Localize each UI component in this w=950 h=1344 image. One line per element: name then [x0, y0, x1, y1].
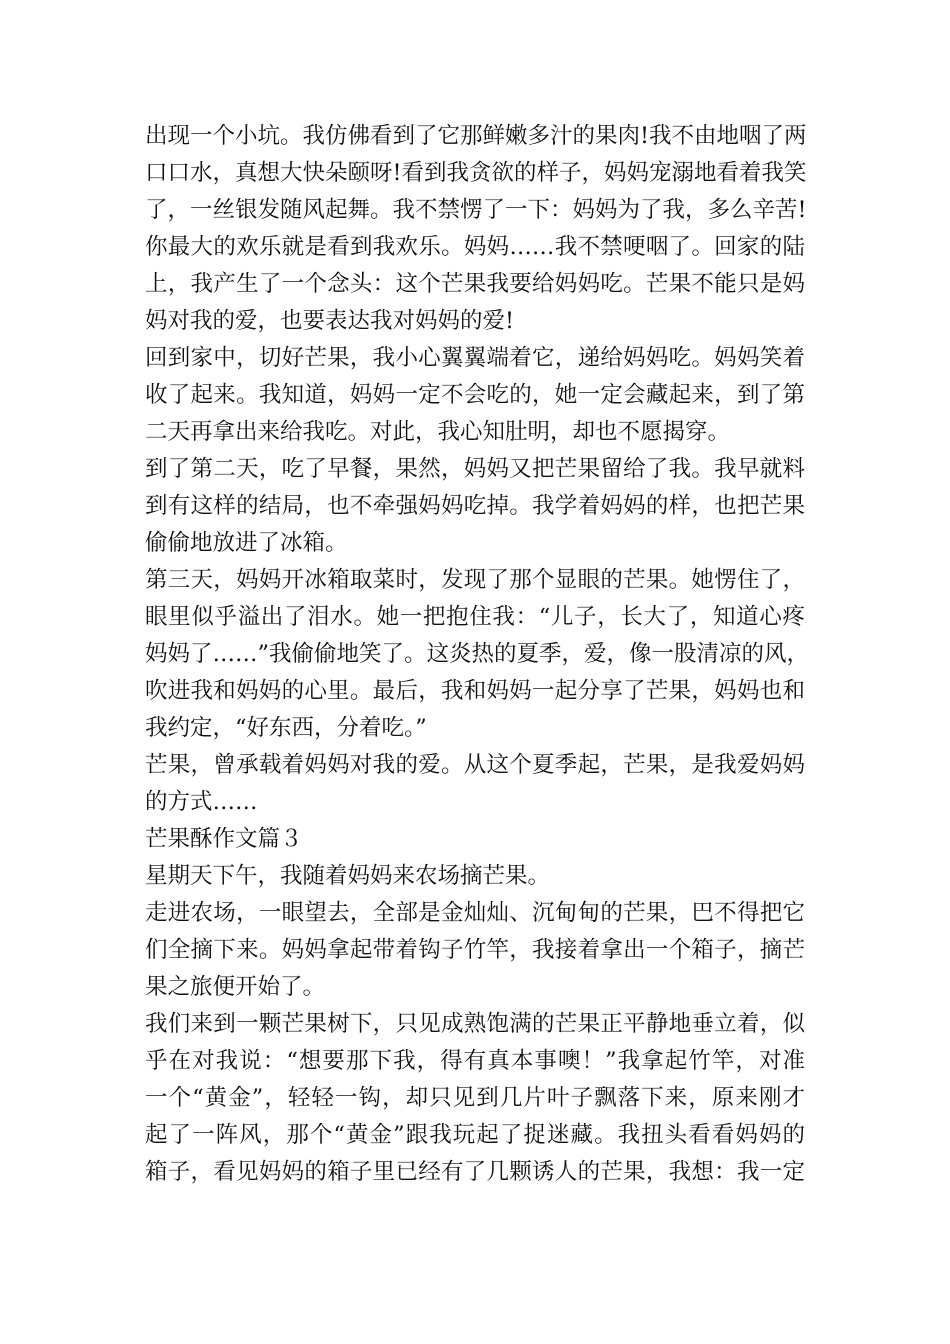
text-line: 芒果，曾承载着妈妈对我的爱。从这个夏季起，芒果，是我爱妈妈: [145, 752, 805, 778]
text-line: 眼里似乎溢出了泪水。她一把抱住我：“儿子，长大了，知道心疼: [145, 604, 805, 630]
text-line: 你最大的欢乐就是看到我欢乐。妈妈……我不禁哽咽了。回家的陆: [145, 234, 805, 260]
text-line: 一个“黄金”，轻轻一钩，却只见到几片叶子飘落下来，原来刚才: [145, 1085, 805, 1111]
body-text: [145, 118, 815, 1191]
text-line: 我约定，“好东西，分着吃。”: [145, 715, 427, 741]
text-line: 起了一阵风，那个“黄金”跟我玩起了捉迷藏。我扭头看看妈妈的: [145, 1122, 805, 1148]
text-line: 吹进我和妈妈的心里。最后，我和妈妈一起分享了芒果，妈妈也和: [145, 678, 805, 704]
text-line: 星期天下午，我随着妈妈来农场摘芒果。: [145, 863, 551, 889]
text-line: 到了第二天，吃了早餐，果然，妈妈又把芒果留给了我。我早就料: [145, 456, 805, 482]
text-line: 的方式……: [145, 789, 258, 815]
text-line: 口口水，真想大快朵颐呀!看到我贪欲的样子，妈妈宠溺地看着我笑: [145, 160, 807, 186]
text-line: 第三天，妈妈开冰箱取菜时，发现了那个显眼的芒果。她愣住了，: [145, 567, 805, 593]
text-line: 我们来到一颗芒果树下，只见成熟饱满的芒果正平静地垂立着，似: [145, 1011, 805, 1037]
text-line: 妈对我的爱，也要表达我对妈妈的爱!: [145, 308, 515, 334]
text-line: 走进农场，一眼望去，全部是金灿灿、沉甸甸的芒果，巴不得把它: [145, 900, 805, 926]
text-line: 偷偷地放进了冰箱。: [145, 530, 348, 556]
text-line: 收了起来。我知道，妈妈一定不会吃的，她一定会藏起来，到了第: [145, 382, 805, 408]
text-line: 了，一丝银发随风起舞。我不禁愣了一下：妈妈为了我，多么辛苦!: [145, 197, 807, 223]
text-line: 箱子，看见妈妈的箱子里已经有了几颗诱人的芒果，我想：我一定: [145, 1159, 805, 1185]
text-line: 上，我产生了一个念头：这个芒果我要给妈妈吃。芒果不能只是妈: [145, 271, 805, 297]
text-line: 出现一个小坑。我仿佛看到了它那鲜嫩多汁的果肉!我不由地咽了两: [145, 123, 807, 149]
text-line: 二天再拿出来给我吃。对此，我心知肚明，却也不愿揭穿。: [145, 419, 731, 445]
text-line: 乎在对我说：“想要那下我，得有真本事噢！”我拿起竹竿，对准: [145, 1048, 805, 1074]
text-line: 妈妈了……”我偷偷地笑了。这炎热的夏季，爱，像一股清凉的风，: [145, 641, 810, 667]
text-line: 们全摘下来。妈妈拿起带着钩子竹竿，我接着拿出一个箱子，摘芒: [145, 937, 805, 963]
text-line: 回到家中，切好芒果，我小心翼翼端着它，递给妈妈吃。妈妈笑着: [145, 345, 805, 371]
text-line: 到有这样的结局，也不牵强妈妈吃掉。我学着妈妈的样，也把芒果: [145, 493, 805, 519]
text-line: 芒果酥作文篇３: [145, 826, 303, 852]
text-line: 果之旅便开始了。: [145, 974, 326, 1000]
